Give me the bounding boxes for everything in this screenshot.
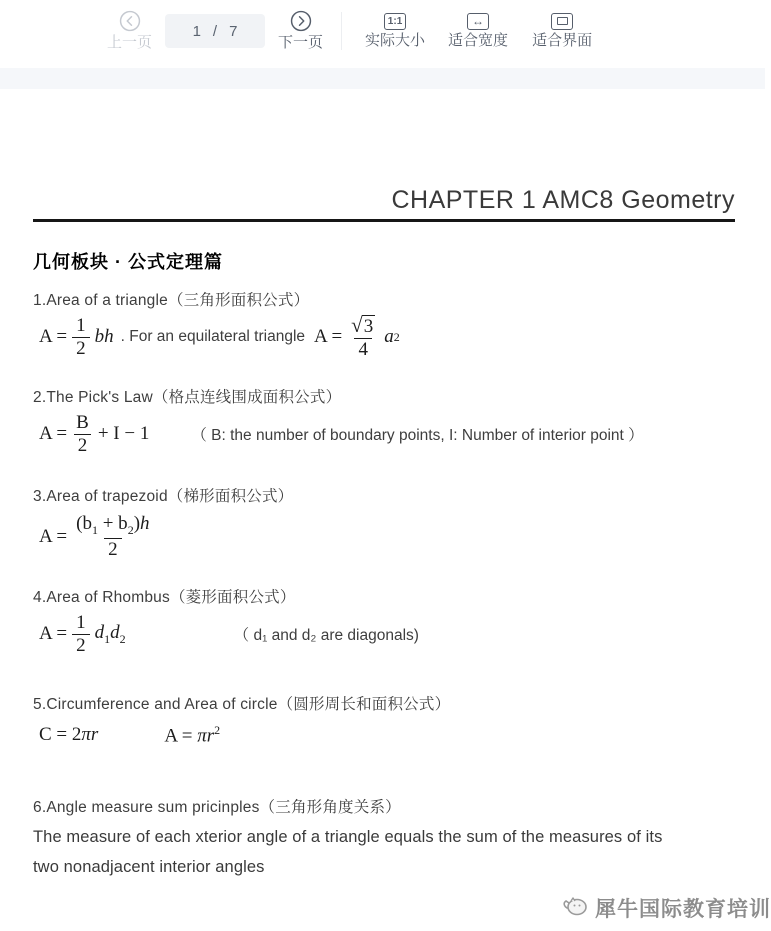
pdf-viewer-toolbar xyxy=(0,0,765,62)
item5-heading: 5.Circumference and Area of circle（圆形周长和面积公式） xyxy=(33,696,451,713)
fraction: $\frac{(b_1 + b_2)h}{2}$ xyxy=(76,513,150,560)
fit-width-button[interactable] xyxy=(448,13,508,50)
fraction: $\frac{B}{2}$ xyxy=(72,412,93,457)
radical-sign: √ xyxy=(351,313,363,338)
next-page-label: 下一页 xyxy=(278,34,324,52)
title-underline xyxy=(33,219,735,222)
item5-formula xyxy=(33,717,735,753)
item4-formula xyxy=(33,610,735,658)
rhino-logo-icon xyxy=(561,894,591,923)
page-separator: / xyxy=(212,22,218,40)
actual-size-icon: 1:1 xyxy=(384,13,406,30)
actual-size-button[interactable] xyxy=(365,13,425,50)
subscript: 2 xyxy=(119,631,126,646)
page-total: 7 xyxy=(229,22,238,40)
item6-line1: The measure of each xterior angle of a triangle equals the sum of the measures of its xyxy=(33,828,663,846)
formula-lhs: A = xyxy=(39,423,68,444)
formula-lhs: A = xyxy=(39,326,68,347)
item4-heading: 4.Area of Rhombus（菱形面积公式） xyxy=(33,589,296,606)
page-current: 1 xyxy=(192,22,201,40)
formula-var: h xyxy=(140,513,150,535)
formula-lhs: A = xyxy=(39,526,68,547)
item2-formula xyxy=(33,410,735,458)
circumference-formula: C = 2πr xyxy=(39,724,99,745)
page-number-input[interactable] xyxy=(165,14,265,48)
fraction: $\frac{√3}{4}$ xyxy=(351,313,374,360)
chapter-title: CHAPTER 1 AMC8 Geometry xyxy=(391,186,735,214)
item6-heading: 6.Angle measure sum pricinples（三角形角度关系） xyxy=(33,799,401,816)
fit-width-icon: ↔ xyxy=(467,13,489,30)
item1-middle-text: . For an equilateral triangle xyxy=(120,328,306,345)
fit-page-icon xyxy=(551,13,573,30)
watermark xyxy=(561,893,771,923)
chevron-right-circle-icon xyxy=(290,10,312,32)
toolbar-separator-band xyxy=(0,68,765,89)
formula-lhs: A = xyxy=(39,623,68,644)
formula-lhs: A = xyxy=(314,326,343,347)
fraction: $\frac{1}{2}$ xyxy=(72,612,90,657)
item3-formula xyxy=(33,509,735,565)
fraction: $\frac{1}{2}$ xyxy=(72,315,90,360)
formula-var: bh xyxy=(94,326,114,347)
formula-var: a xyxy=(384,326,394,347)
item1-heading: 1.Area of a triangle（三角形面积公式） xyxy=(33,292,310,309)
subscript: 1 xyxy=(104,631,111,646)
exponent: 2 xyxy=(214,722,221,737)
exponent: 2 xyxy=(393,329,400,344)
item2-heading: 2.The Pick's Law（格点连线围成面积公式） xyxy=(33,389,342,406)
actual-size-label: 实际大小 xyxy=(365,31,426,49)
area-formula: $A = \pi r^2$ xyxy=(164,722,221,747)
chevron-left-circle-icon xyxy=(119,10,141,32)
item6-line2: two nonadjacent interior angles xyxy=(33,858,265,876)
pdf-page xyxy=(0,186,771,931)
item3-heading: 3.Area of trapezoid（梯形面积公式） xyxy=(33,488,294,505)
next-page-button[interactable] xyxy=(278,10,323,52)
formula-var: $d_1d_2$ xyxy=(94,621,126,646)
section-heading: 几何板块 · 公式定理篇 xyxy=(33,252,223,272)
formula-tail: + I − 1 xyxy=(97,423,150,444)
fit-page-label: 适合界面 xyxy=(532,31,593,49)
item2-note: （ B: the number of boundary points, I: Number of interior point ） xyxy=(191,427,644,444)
watermark-text: 犀牛国际教育培训 xyxy=(595,898,771,921)
prev-page-button[interactable] xyxy=(107,10,152,52)
item4-note: （ d₁ and d₂ are diagonals) xyxy=(233,627,419,644)
item1-formula xyxy=(33,313,735,361)
subscript: 1 xyxy=(91,523,98,538)
prev-page-label: 上一页 xyxy=(107,34,153,52)
toolbar-divider xyxy=(341,12,342,50)
fit-page-button[interactable] xyxy=(532,13,592,50)
subscript: 2 xyxy=(127,523,134,538)
fit-width-label: 适合宽度 xyxy=(448,31,509,49)
